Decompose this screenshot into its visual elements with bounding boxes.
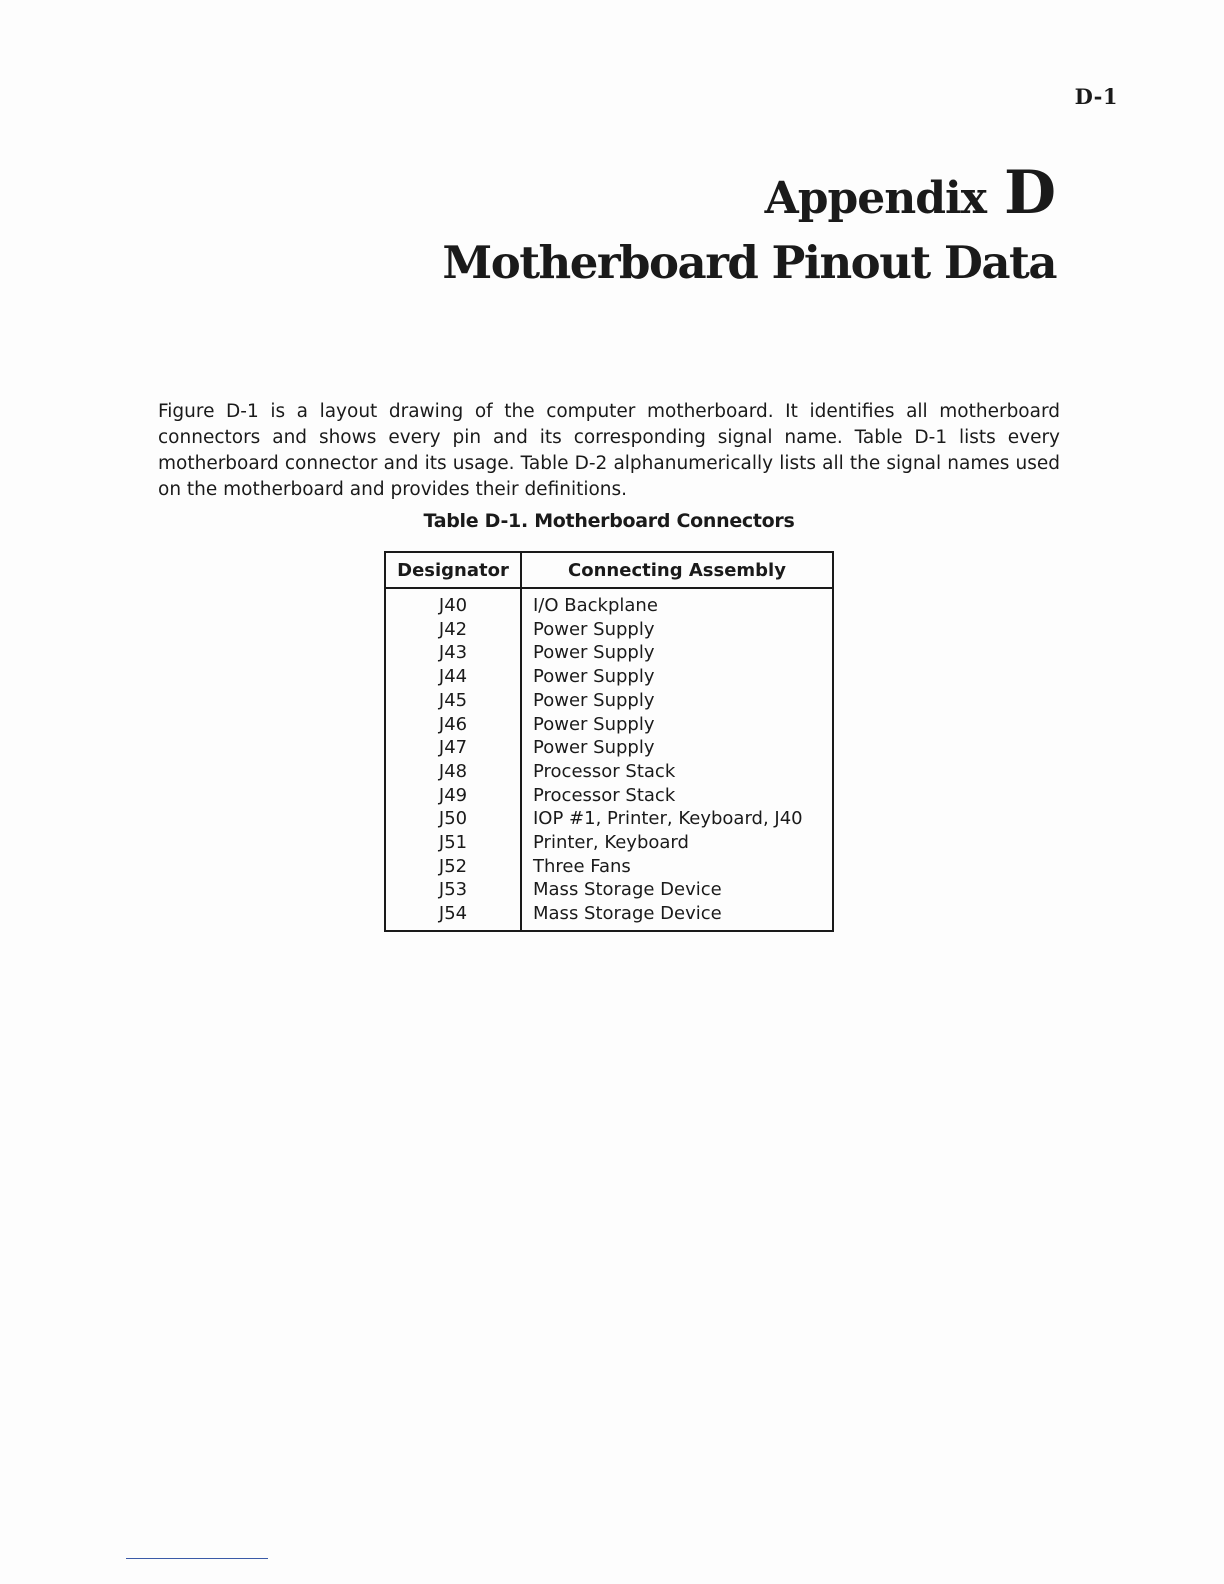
assembly-cell: Mass Storage Device: [533, 903, 722, 925]
designator-cell: J46: [385, 713, 521, 737]
assembly-cell: IOP #1, Printer, Keyboard, J40: [533, 808, 803, 830]
table-row: [385, 618, 833, 642]
table-caption: Table D-1. Motherboard Connectors: [423, 510, 795, 532]
assembly-cell: I/O Backplane: [533, 595, 658, 616]
designator-cell: J44: [385, 665, 521, 689]
table-row: [385, 878, 833, 902]
table-row: [385, 665, 833, 689]
assembly-cell: Power Supply: [533, 713, 655, 735]
assembly-cell: Processor Stack: [533, 760, 676, 782]
designator-cell: J53: [385, 878, 521, 902]
designator-cell: J52: [385, 855, 521, 879]
table-row: [385, 736, 833, 760]
designator-cell: J43: [385, 641, 521, 665]
footer-rule: [126, 1558, 268, 1559]
assembly-cell: Three Fans: [533, 855, 631, 877]
designator-cell: J48: [385, 760, 521, 784]
designator-cell: J49: [385, 784, 521, 808]
assembly-cell: Power Supply: [533, 618, 655, 640]
table-row: [385, 641, 833, 665]
table-row: [385, 760, 833, 784]
connectors-table: [384, 551, 834, 932]
intro-paragraph: Figure D-1 is a layout drawing of the computer motherboard. It identifies all motherboard connectors and shows every pin and its corresponding signal name. Table D-1 lists every motherboard connector and its usage. Table D-2 alphanumerically lists all the signal names used on the motherboard and provides their definitions.: [158, 400, 1060, 500]
assembly-cell: Power Supply: [533, 642, 655, 664]
table-header-row: [385, 552, 833, 588]
page-number: D-1: [1074, 84, 1118, 109]
designator-cell: J50: [385, 807, 521, 831]
appendix-heading: [765, 158, 1056, 228]
assembly-cell: Power Supply: [533, 689, 655, 711]
table-row: [385, 902, 833, 931]
table-row: [385, 807, 833, 831]
designator-cell: J47: [385, 736, 521, 760]
table-row: [385, 855, 833, 879]
table-row: [385, 588, 833, 618]
designator-cell: J54: [385, 902, 521, 931]
designator-cell: J42: [385, 618, 521, 642]
chapter-title: Motherboard Pinout Data: [442, 236, 1056, 289]
table-row: [385, 713, 833, 737]
assembly-cell: Printer, Keyboard: [533, 832, 689, 854]
table-row: [385, 784, 833, 808]
designator-cell: J40: [385, 588, 521, 618]
assembly-cell: Power Supply: [533, 666, 655, 688]
assembly-header: Connecting Assembly: [521, 552, 833, 588]
assembly-cell: Mass Storage Device: [533, 879, 722, 901]
designator-cell: J45: [385, 689, 521, 713]
assembly-cell: Power Supply: [533, 737, 655, 759]
appendix-letter: D: [1003, 158, 1056, 228]
assembly-cell: Processor Stack: [533, 784, 676, 806]
appendix-word: Appendix: [764, 173, 986, 224]
designator-header: Designator: [385, 552, 521, 588]
table-row: [385, 689, 833, 713]
table-row: [385, 831, 833, 855]
designator-cell: J51: [385, 831, 521, 855]
